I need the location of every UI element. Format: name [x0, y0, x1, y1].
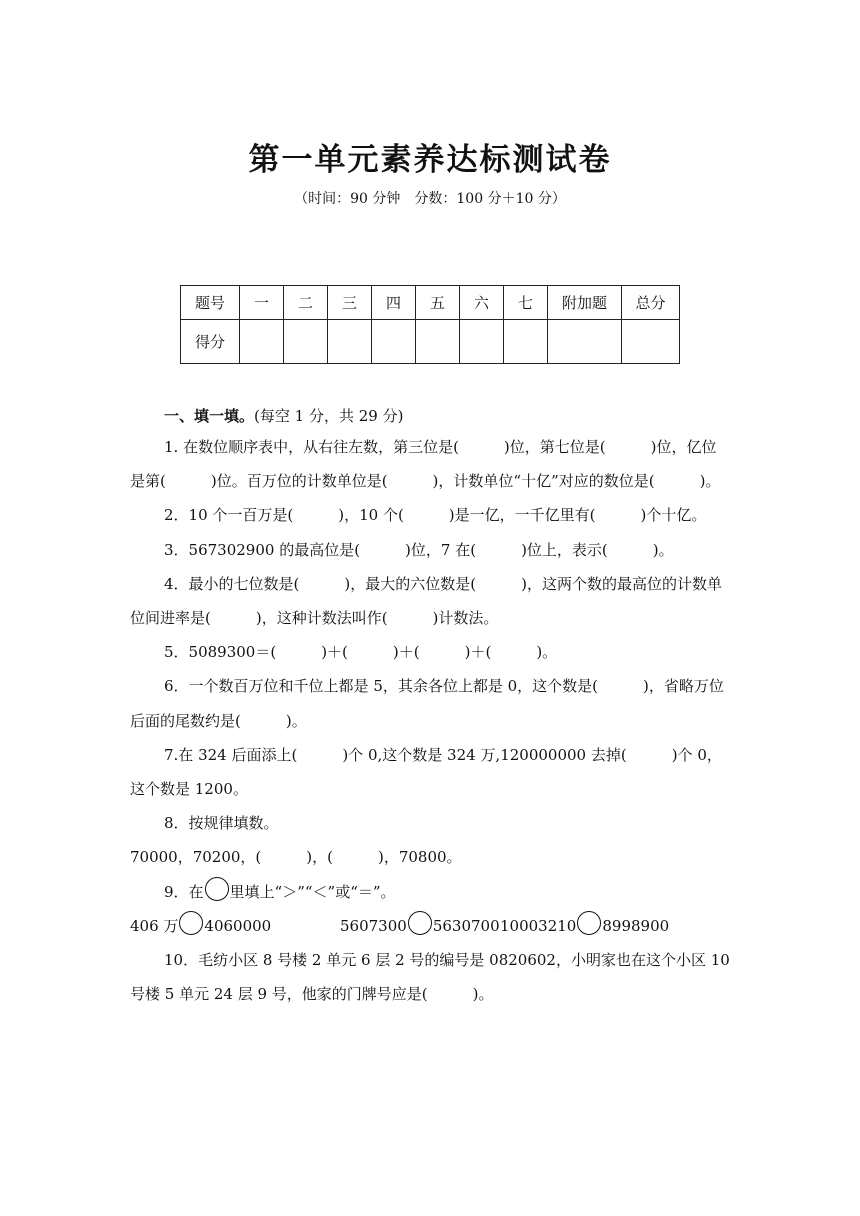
- header-cell-total: 总分: [622, 286, 680, 320]
- header-cell-7: 七: [504, 286, 548, 320]
- score-cell[interactable]: [504, 320, 548, 364]
- score-cell[interactable]: [328, 320, 372, 364]
- section-note: (每空 1 分，共 29 分): [254, 407, 404, 425]
- compare-left: 10003210: [500, 916, 577, 935]
- compare-item-2: [340, 909, 500, 943]
- score-cell[interactable]: [284, 320, 328, 364]
- question-5: 5．5089300＝( )＋( )＋( )＋( )。: [164, 643, 558, 662]
- question-7: 7.在 324 后面添上( )个 0,这个数是 324 万,120000000 去掉( )个 0，这个数是 1200。: [130, 745, 722, 799]
- section-title: 一、填一填。: [164, 407, 255, 425]
- header-cell-6: 六: [460, 286, 504, 320]
- header-cell-5: 五: [416, 286, 460, 320]
- score-cell[interactable]: [622, 320, 680, 364]
- compare-left: 5607300: [340, 916, 407, 935]
- compare-circle-icon[interactable]: [577, 911, 601, 935]
- score-row-label: 得分: [181, 320, 240, 364]
- question-8: 8．按规律填数。: [164, 814, 279, 833]
- question-9-prefix: 9．在: [164, 882, 204, 901]
- compare-circle-icon[interactable]: [408, 911, 432, 935]
- section-heading: [164, 402, 730, 430]
- compare-item-3: [500, 909, 669, 943]
- question-2: 2．10 个一百万是( )，10 个( )是一亿，一千亿里有( )个十亿。: [164, 506, 707, 525]
- compare-item-1: [130, 909, 340, 943]
- question-9-items: [130, 909, 730, 943]
- score-cell[interactable]: [416, 320, 460, 364]
- score-table-score-row: [181, 320, 680, 364]
- compare-left: 406 万: [130, 916, 179, 935]
- score-cell[interactable]: [372, 320, 416, 364]
- compare-right: 8998900: [602, 916, 670, 935]
- blank-circle-icon: [205, 877, 229, 901]
- question-9: [130, 875, 730, 909]
- score-table-header-row: [181, 286, 680, 320]
- compare-right: 5630700: [432, 916, 500, 935]
- header-cell-bonus: 附加题: [548, 286, 622, 320]
- compare-circle-icon[interactable]: [179, 911, 203, 935]
- header-cell-2: 二: [284, 286, 328, 320]
- header-cell-1: 一: [240, 286, 284, 320]
- question-3: 3．567302900 的最高位是( )位，7 在( )位上，表示( )。: [164, 540, 674, 559]
- header-cell-label: 题号: [181, 286, 240, 320]
- question-6: 6．一个数百万位和千位上都是 5，其余各位上都是 0，这个数是( )，省略万位后面的尾数约是( )。: [130, 677, 724, 730]
- question-10: 10．毛纺小区 8 号楼 2 单元 6 层 2 号的编号是 0820602，小明家也在这个小区 10 号楼 5 单元 24 层 9 号，他家的门牌号应是( )。: [130, 951, 730, 1004]
- score-cell[interactable]: [548, 320, 622, 364]
- score-cell[interactable]: [240, 320, 284, 364]
- exam-info: （时间：90 分钟 分数：100 分＋10 分）: [294, 191, 566, 207]
- compare-right: 4060000: [204, 916, 272, 935]
- score-cell[interactable]: [460, 320, 504, 364]
- question-section: [130, 402, 730, 1011]
- page-title: 第一单元素养达标测试卷: [248, 142, 612, 178]
- header-cell-3: 三: [328, 286, 372, 320]
- header-cell-4: 四: [372, 286, 416, 320]
- score-table: [180, 285, 680, 364]
- question-1: 1. 在数位顺序表中，从右往左数，第三位是( )位，第七位是( )位，亿位是第( )位。百万位的计数单位是( )，计数单位“十亿”对应的数位是( )。: [130, 438, 721, 491]
- question-9-suffix: 里填上“＞”“＜”或“＝”。: [229, 882, 396, 901]
- question-8-sequence: 70000，70200，( )，( )，70800。: [130, 848, 462, 867]
- question-4: 4．最小的七位数是( )，最大的六位数是( )，这两个数的最高位的计数单位间进率是( )，这种计数法叫作( )计数法。: [130, 574, 722, 628]
